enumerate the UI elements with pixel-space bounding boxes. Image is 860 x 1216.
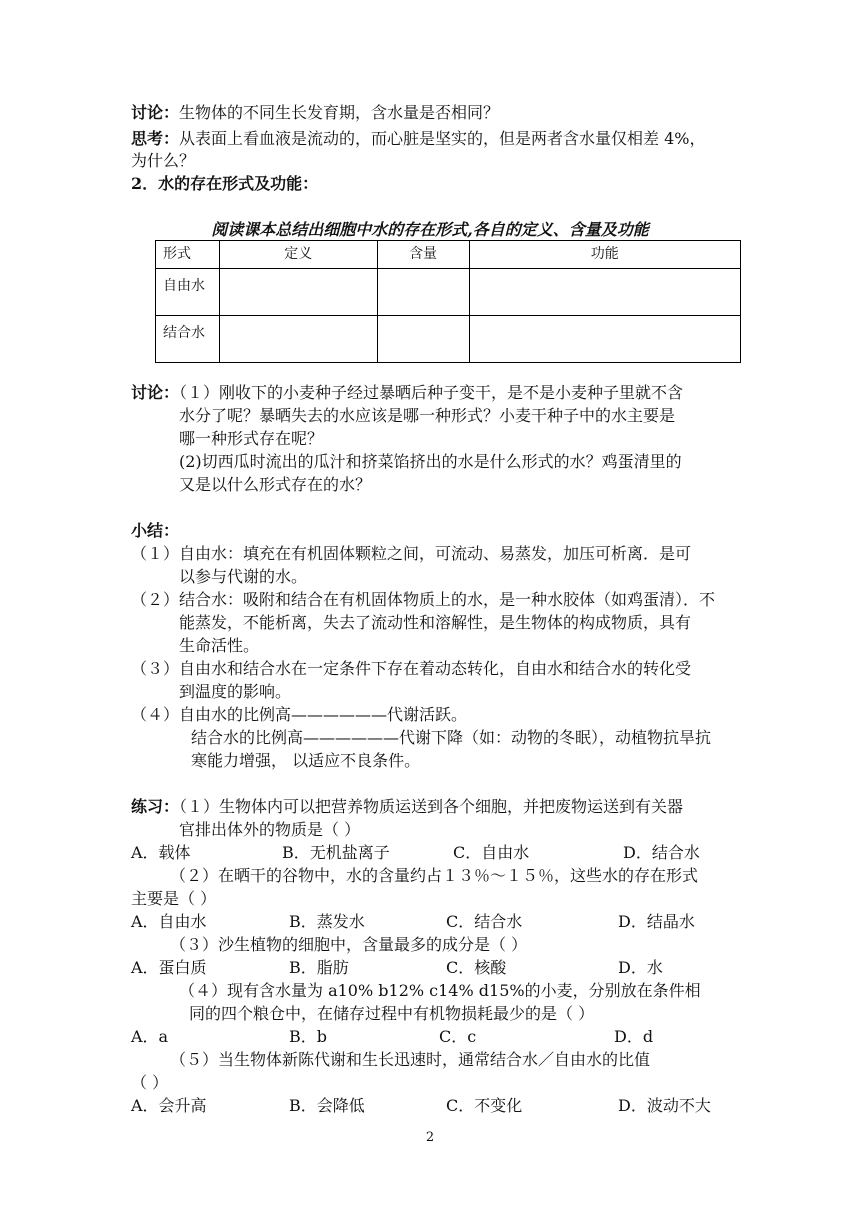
water-forms-table xyxy=(155,240,741,363)
option-a: A．a xyxy=(131,1027,169,1046)
think-text: 从表面上看血液是流动的，而心脏是坚实的，但是两者含水量仅相差 4%， xyxy=(179,129,706,148)
summary-line: 结合水的比例高——————代谢下降（如：动物的冬眠），动植物抗旱抗 xyxy=(191,728,712,747)
discussion-2-line-1 xyxy=(131,383,683,403)
summary-line: 生命活性。 xyxy=(179,636,260,655)
option-c: C．c xyxy=(439,1027,477,1046)
discussion-label: 讨论： xyxy=(131,383,180,402)
summary-line: （２）结合水：吸附和结合在有机固体物质上的水，是一种水胶体（如鸡蛋清）．不 xyxy=(131,590,716,609)
header-cell: 含量 xyxy=(377,241,469,269)
option-a: A．载体 xyxy=(131,843,191,862)
think-label: 思考： xyxy=(131,129,180,148)
row-label: 结合水 xyxy=(156,316,220,363)
practice-q3-line-1: （３）沙生植物的细胞中，含量最多的成分是（ ） xyxy=(170,935,528,954)
option-a: A．自由水 xyxy=(131,912,207,931)
summary-line: 到温度的影响。 xyxy=(179,682,292,701)
practice-q1-line-1 xyxy=(131,797,683,817)
summary-line: 以参与代谢的水。 xyxy=(179,567,308,586)
question-text: （１）生物体内可以把营养物质运送到各个细胞，并把废物运送到有关器 xyxy=(179,797,684,816)
discussion-2-line-2: 水分了呢？暴晒失去的水应该是哪一种形式？小麦干种子中的水主要是 xyxy=(179,406,676,425)
option-d: D．结晶水 xyxy=(618,912,695,931)
option-b: B．会降低 xyxy=(289,1096,365,1115)
option-a: A．蛋白质 xyxy=(131,958,207,977)
discussion-2-line-5: 又是以什么形式存在的水？ xyxy=(179,475,372,494)
practice-q1-line-2: 官排出体外的物质是（ ） xyxy=(179,820,361,839)
option-d: D．水 xyxy=(618,958,663,977)
practice-q4-line-2: 同的四个粮仓中，在储存过程中有机物损耗最少的是（ ） xyxy=(189,1004,595,1023)
table-cell xyxy=(469,269,741,316)
practice-q5-line-2: （ ） xyxy=(131,1073,169,1092)
table-row xyxy=(156,269,741,316)
summary-line: 能蒸发，不能析离，失去了流动性和溶解性，是生物体的构成物质，具有 xyxy=(179,613,692,632)
table-cell xyxy=(469,316,741,363)
option-c: C．自由水 xyxy=(453,843,530,862)
option-d: D．结合水 xyxy=(623,843,700,862)
summary-line: 寒能力增强， 以适应不良条件。 xyxy=(191,751,421,770)
option-a: A．会升高 xyxy=(131,1096,207,1115)
table-row xyxy=(156,316,741,363)
practice-q5-line-1: （５）当生物体新陈代谢和生长迅速时，通常结合水／自由水的比值 xyxy=(170,1050,651,1069)
practice-q2-line-2: 主要是（ ） xyxy=(131,889,217,908)
option-c: C．结合水 xyxy=(446,912,523,931)
option-b: B．b xyxy=(289,1027,328,1046)
practice-label: 练习： xyxy=(131,797,180,816)
practice-q2-line-1: （２）在晒干的谷物中，水的含量约占１３％～１５％，这些水的存在形式 xyxy=(170,866,699,885)
option-b: B．无机盐离子 xyxy=(282,843,390,862)
table-cell xyxy=(219,269,377,316)
summary-line: （４）自由水的比例高——————代谢活跃。 xyxy=(131,705,468,724)
discussion-label: 讨论： xyxy=(131,103,180,122)
option-c: C．核酸 xyxy=(446,958,507,977)
discussion-2-line-3: 哪一种形式存在呢？ xyxy=(179,429,324,448)
header-cell: 形式 xyxy=(156,241,220,269)
discussion-text: （１）刚收下的小麦种子经过暴晒后种子变干，是不是小麦种子里就不含 xyxy=(179,383,684,402)
think-line-1 xyxy=(131,129,706,149)
discussion-1 xyxy=(131,103,499,123)
option-c: C．不变化 xyxy=(446,1096,523,1115)
discussion-2-line-4: (2)切西瓜时流出的瓜汁和挤菜馅挤出的水是什么形式的水？鸡蛋清里的 xyxy=(179,452,682,471)
option-d: D．d xyxy=(614,1027,654,1046)
option-b: B．脂肪 xyxy=(289,958,349,977)
table-title: 阅读课本总结出细胞中水的存在形式,各自的定义、含量及功能 xyxy=(211,220,649,239)
summary-line: （１）自由水：填充在有机固体颗粒之间，可流动、易蒸发，加压可析离．是可 xyxy=(131,544,692,563)
section-heading: 2．水的存在形式及功能： xyxy=(131,174,319,193)
think-line-2: 为什么？ xyxy=(131,151,196,170)
table-cell xyxy=(219,316,377,363)
table-cell xyxy=(377,316,469,363)
summary-label: 小结： xyxy=(131,521,180,540)
table-header-row xyxy=(156,241,741,269)
header-cell: 功能 xyxy=(469,241,741,269)
page-number: 2 xyxy=(425,1130,435,1145)
practice-q4-line-1: （４）现有含水量为 a10% b12% c14% d15%的小麦，分别放在条件相 xyxy=(179,981,701,1000)
option-d: D．波动不大 xyxy=(618,1096,711,1115)
header-cell: 定义 xyxy=(219,241,377,269)
summary-line: （３）自由水和结合水在一定条件下存在着动态转化，自由水和结合水的转化受 xyxy=(131,659,692,678)
option-b: B．蒸发水 xyxy=(289,912,365,931)
row-label: 自由水 xyxy=(156,269,220,316)
table-cell xyxy=(377,269,469,316)
discussion-text: 生物体的不同生长发育期，含水量是否相同？ xyxy=(179,103,500,122)
